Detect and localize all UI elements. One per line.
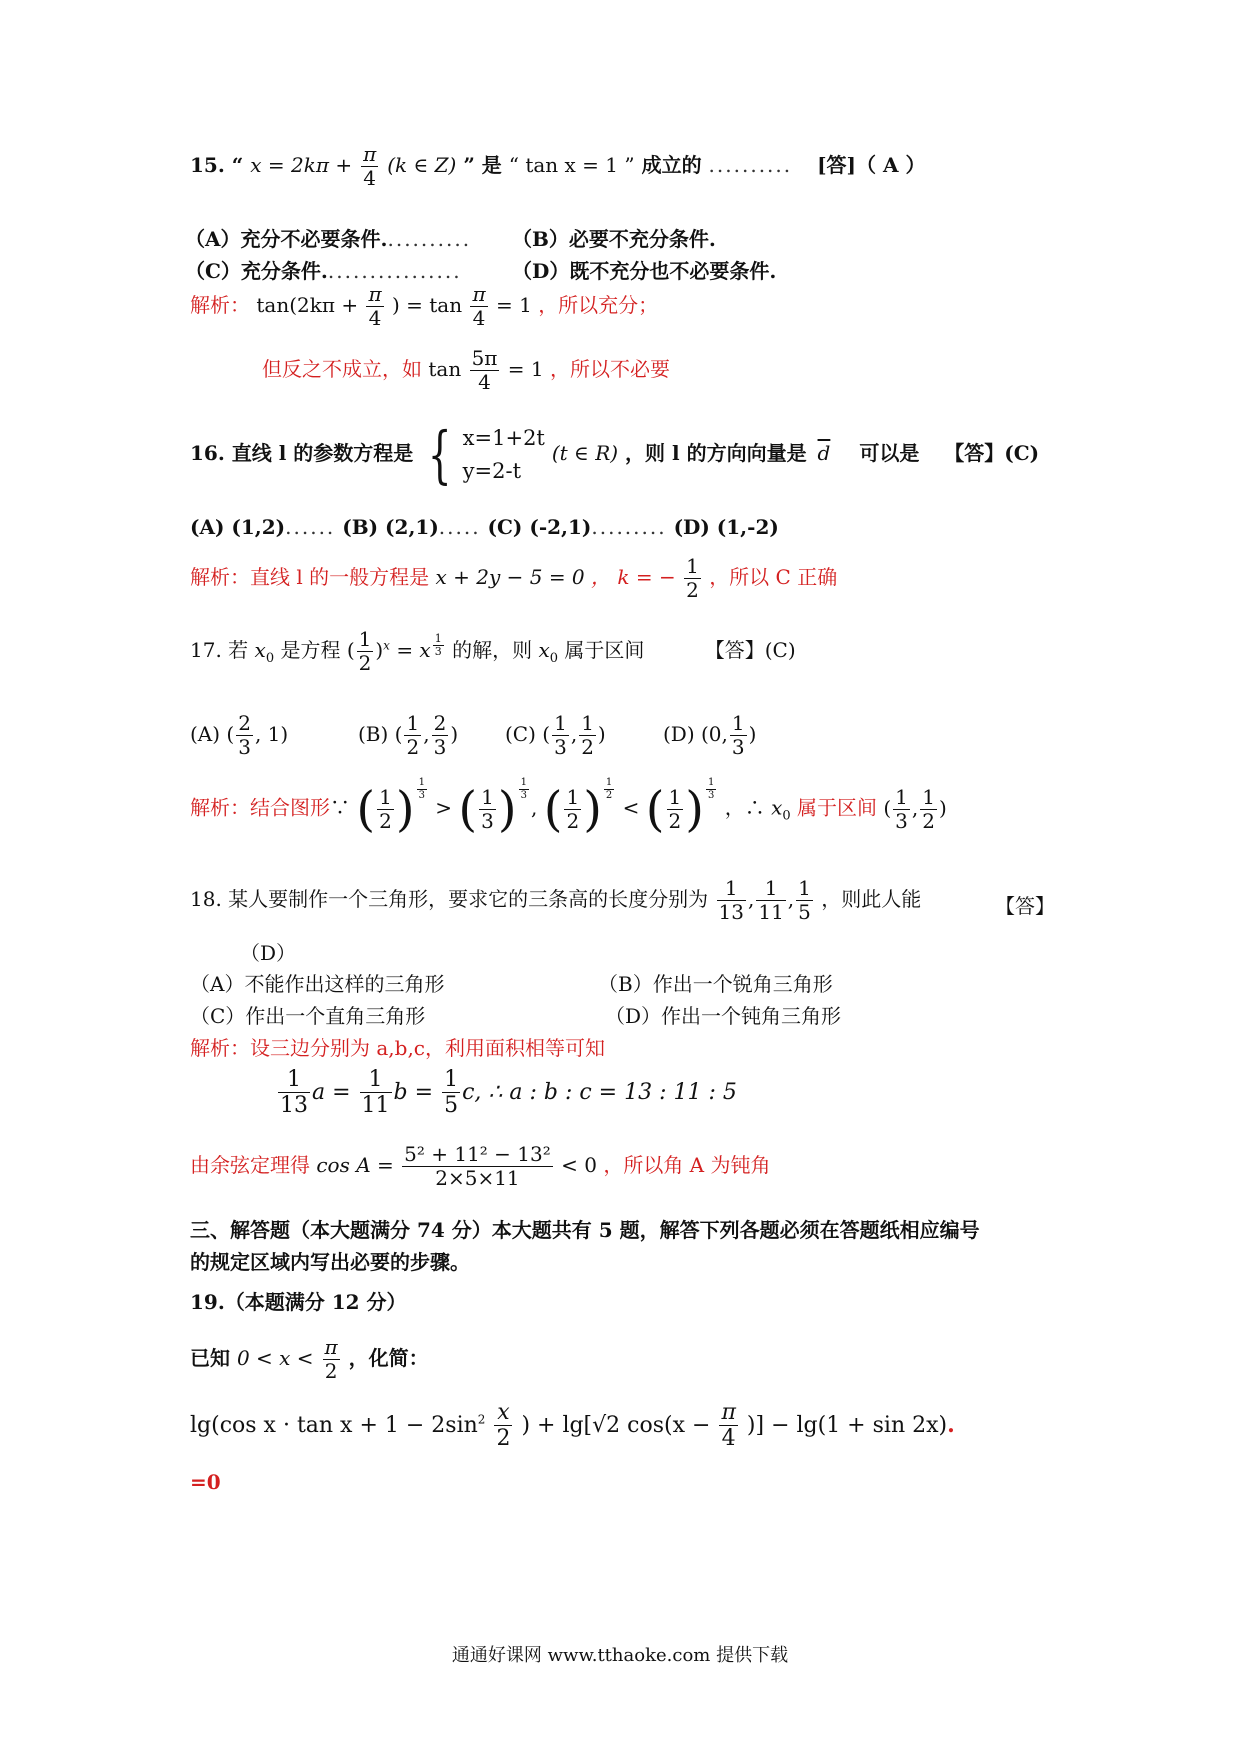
q18-answer-label: 【答】 xyxy=(995,894,1055,918)
q15-stem: 15. “ x = 2kπ + $\frac{\pi}{4}$ (k ∈ Z) ” 是 “ tan x = 1 ” 成立的 .......... [答]（ A ） xyxy=(190,142,926,190)
q19-title: 19.（本题满分 12 分） xyxy=(190,1290,407,1314)
q15-option-a: （A）充分不必要条件........... xyxy=(185,227,472,251)
q18-option-a: （A）不能作出这样的三角形 xyxy=(190,972,445,996)
q17-option-c: (C) ( $\frac{1}{3}$ , $\frac{1}{2}$ ) xyxy=(505,711,606,759)
q16-options: (A) (1,2)...... (B) (2,1)..... (C) (-2,1)......... (D) (1,-2) xyxy=(190,515,779,539)
q19-expression: lg(cos $x \cdot \tan x + 1 - 2\sin^2$ $\frac{x}{2}$ ) + lg[√2 cos(x − $\frac{\pi}{4}$ )] − lg(1 + sin 2x). xyxy=(190,1400,955,1452)
q16-stem: 16. 直线 l 的参数方程是 { x=1+2t y=2-t (t ∈ R) ，则 l 的方向向量是 $\overline{d}$ 可以是 【答】(C) xyxy=(190,417,1040,491)
q17-option-b: (B) ( $\frac{1}{2}$ , $\frac{2}{3}$ ) xyxy=(358,711,459,759)
q15-option-b: （B）必要不充分条件. xyxy=(512,227,716,251)
q18-option-c: （C）作出一个直角三角形 xyxy=(190,1004,426,1028)
left-brace-icon: { xyxy=(428,417,452,491)
q18-answer: （D） xyxy=(240,941,297,965)
q18-option-b: （B）作出一个锐角三角形 xyxy=(598,972,833,996)
q15-option-c: （C）充分条件................. xyxy=(185,259,462,283)
page-footer: 通通好课网 www.tthaoke.com 提供下载 xyxy=(451,1645,789,1666)
q15-solution-line1: 解析： tan(2kπ + $\frac{\pi}{4}$ ) = tan $\frac{\pi}{4}$ = 1 ，所以充分； xyxy=(190,282,659,330)
q18-stem: 18. 某人要制作一个三角形，要求它的三条高的长度分别为 $\frac{1}{13}$ , $\frac{1}{11}$ , $\frac{1}{5}$ ，则此人能 xyxy=(190,876,922,924)
q18-solution-line1: 解析：设三边分别为 a,b,c，利用面积相等可知 xyxy=(190,1036,605,1060)
q19-result: =0 xyxy=(190,1470,221,1494)
q17-solution: 解析：结合图形∵ ( $\frac{1}{2}$ ) $^{\frac{1}{3}}$ > ( $\frac{1}{3}$ ) $^{\frac{1}{3}}$ , ( $\frac{1}{2}$ ) $^{\frac{1}{2}}$ < ( $\frac{1}{2}$ ) $^{\frac{1}{3}}$ ，∴ $x_0$ 属于区间 ( $\frac{1}{3}$ , $\frac{1}{2}$ ) xyxy=(190,777,947,837)
q19-given: 已知 0 < x < $\frac{\pi}{2}$ ，化简： xyxy=(190,1335,429,1383)
q17-stem: 17. 若 $x_0$ 是方程 ( $\frac{1}{2}$ )$^x$ = x $^{\frac{1}{3}}$ 的解，则 $x_0$ 属于区间 【答】(C) xyxy=(190,627,796,675)
section3-heading-line1: 三、解答题（本大题满分 74 分）本大题共有 5 题，解答下列各题必须在答题纸相应编号 xyxy=(190,1218,980,1242)
vector-d: $\overline{d}$ xyxy=(817,441,831,466)
q17-option-d: (D) (0, $\frac{1}{3}$ ) xyxy=(663,711,757,759)
q15-option-d: （D）既不充分也不必要条件. xyxy=(512,259,777,283)
q18-solution-line2: $\frac{1}{13}$ a = $\frac{1}{11}$ b = $\frac{1}{5}$ c, ∴ a : b : c = 13 : 11 : 5 xyxy=(280,1067,737,1119)
section3-heading-line2: 的规定区域内写出必要的步骤。 xyxy=(190,1250,470,1274)
fraction-pi-4: $\frac{\pi}{4}$ xyxy=(363,142,377,190)
q17-option-a: (A) ( $\frac{2}{3}$ , 1) xyxy=(190,711,289,759)
q16-solution: 解析：直线 l 的一般方程是 x + 2y − 5 = 0 ， k = − $\frac{1}{2}$ ，所以 C 正确 xyxy=(190,554,838,602)
q18-solution-line3: 由余弦定理得 cos A = $\frac{\text{5² + 11² − 13²}}{2\times 5\times 11}$ < 0 ，所以角 A 为钝角 xyxy=(190,1142,771,1190)
q18-option-d: （D）作出一个钝角三角形 xyxy=(605,1004,842,1028)
q15-solution-line2: 但反之不成立，如 tan $\frac{5\pi}{4}$ = 1 ，所以不必要 xyxy=(262,346,670,394)
